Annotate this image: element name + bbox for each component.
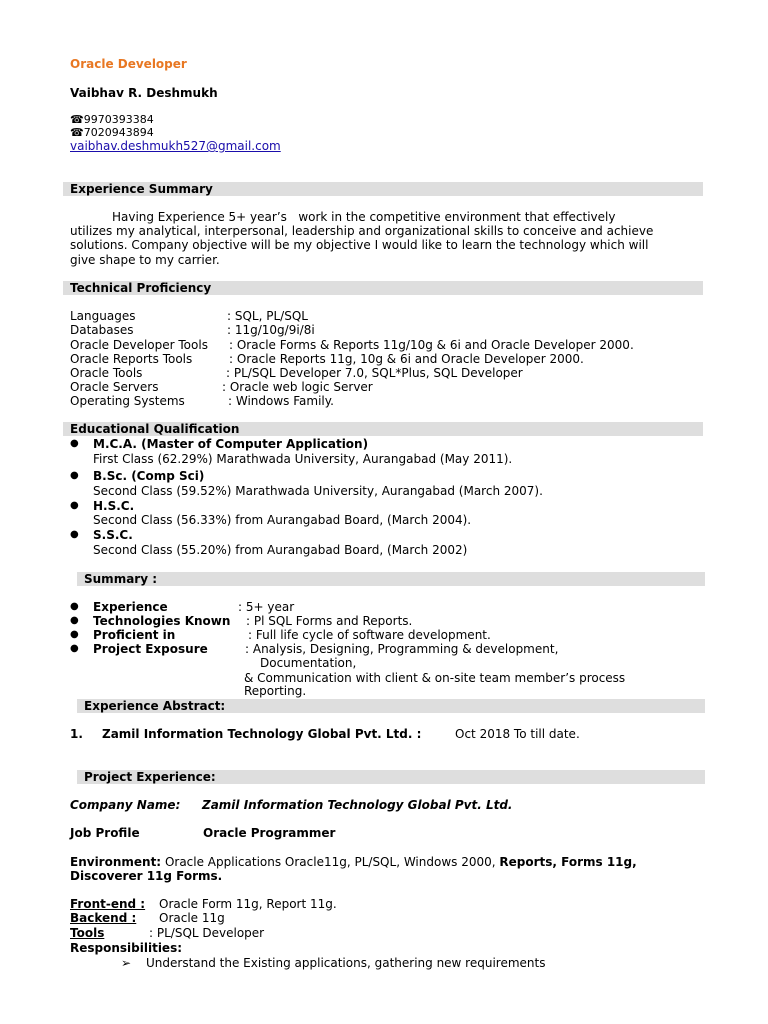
responsibilities-label: Responsibilities: bbox=[70, 941, 183, 955]
summary-exposure-cont-3: Reporting. bbox=[244, 684, 307, 698]
summary-value-technologies: : Pl SQL Forms and Reports. bbox=[246, 614, 413, 628]
phone-2: ☎7020943894 bbox=[70, 126, 154, 139]
edu-degree-ssc: S.S.C. bbox=[93, 528, 133, 542]
candidate-name: Vaibhav R. Deshmukh bbox=[70, 86, 218, 100]
tech-value-languages: : SQL, PL/SQL bbox=[227, 309, 308, 323]
tech-value-dev-tools: : Oracle Forms & Reports 11g/10g & 6i and Oracle Developer 2000. bbox=[229, 338, 634, 352]
backend-value: Oracle 11g bbox=[159, 911, 225, 925]
tech-label-os: Operating Systems bbox=[70, 394, 185, 408]
project-heading: Project Experience: bbox=[84, 770, 216, 784]
frontend-value: Oracle Form 11g, Report 11g. bbox=[159, 897, 337, 911]
summary-line-2: utilizes my analytical, interpersonal, leadership and organizational skills to conceive and achieve bbox=[70, 224, 654, 238]
summary-exposure-cont-1: Documentation, bbox=[260, 656, 357, 670]
summary-line-4: give shape to my carrier. bbox=[70, 253, 220, 267]
tools-label: Tools bbox=[70, 926, 105, 940]
phone-1: ☎9970393384 bbox=[70, 113, 154, 126]
environment-label: Environment: bbox=[70, 855, 162, 869]
tech-value-oracle-tools: : PL/SQL Developer 7.0, SQL*Plus, SQL Developer bbox=[226, 366, 523, 380]
job-profile-label: Job Profile bbox=[70, 826, 140, 840]
summary-line-3: solutions. Company objective will be my objective I would like to learn the technology which will bbox=[70, 238, 649, 252]
resume-title: Oracle Developer bbox=[70, 57, 187, 71]
tech-label-databases: Databases bbox=[70, 323, 134, 337]
bullet-icon: ● bbox=[70, 438, 79, 449]
summary-exposure-cont-2: & Communication with client & on-site team member’s process bbox=[244, 671, 626, 685]
company-name-label: Company Name: bbox=[70, 798, 181, 812]
abstract-heading: Experience Abstract: bbox=[84, 699, 226, 713]
tech-label-reports-tools: Oracle Reports Tools bbox=[70, 352, 193, 366]
job-profile-value: Oracle Programmer bbox=[203, 826, 336, 840]
summary-value-experience: : 5+ year bbox=[238, 600, 295, 614]
summary-label-technologies: Technologies Known bbox=[93, 614, 231, 628]
company-name-value: Zamil Information Technology Global Pvt. Ltd. bbox=[202, 798, 513, 812]
edu-degree-bsc: B.Sc. (Comp Sci) bbox=[93, 469, 205, 483]
summary-heading-bar bbox=[77, 572, 705, 586]
tech-value-reports-tools: : Oracle Reports 11g, 10g & 6i and Oracle Developer 2000. bbox=[229, 352, 584, 366]
tech-value-databases: : 11g/10g/9i/8i bbox=[227, 323, 315, 337]
tech-value-os: : Windows Family. bbox=[228, 394, 334, 408]
environment-line-1 bbox=[70, 855, 637, 869]
backend-label: Backend : bbox=[70, 911, 137, 925]
edu-degree-mca: M.C.A. (Master of Computer Application) bbox=[93, 437, 369, 451]
edu-detail-mca: First Class (62.29%) Marathwada University, Aurangabad (May 2011). bbox=[93, 452, 513, 466]
abstract-heading-bar bbox=[77, 699, 705, 713]
abstract-company: Zamil Information Technology Global Pvt. Ltd. : bbox=[102, 727, 422, 741]
experience-summary-heading-bar bbox=[63, 182, 703, 196]
edu-degree-hsc: H.S.C. bbox=[93, 499, 135, 513]
edu-detail-hsc: Second Class (56.33%) from Aurangabad Board, (March 2004). bbox=[93, 513, 472, 527]
environment-value: Oracle Applications Oracle11g, PL/SQL, Windows 2000, bbox=[164, 855, 496, 869]
responsibility-item: Understand the Existing applications, gathering new requirements bbox=[146, 956, 546, 970]
bullet-icon: ● bbox=[70, 500, 79, 511]
bullet-icon: ● bbox=[70, 643, 79, 654]
experience-summary-heading: Experience Summary bbox=[70, 182, 213, 196]
bullet-icon: ● bbox=[70, 615, 79, 626]
bullet-icon: ● bbox=[70, 629, 79, 640]
edu-detail-bsc: Second Class (59.52%) Marathwada University, Aurangabad (March 2007). bbox=[93, 484, 543, 498]
summary-label-proficient: Proficient in bbox=[93, 628, 176, 642]
environment-bold-value: Reports, Forms 11g, bbox=[499, 855, 637, 869]
summary-label-exposure: Project Exposure bbox=[93, 642, 208, 656]
bullet-icon: ● bbox=[70, 601, 79, 612]
education-heading: Educational Qualification bbox=[70, 422, 240, 436]
abstract-number: 1. bbox=[70, 727, 83, 741]
tech-label-servers: Oracle Servers bbox=[70, 380, 159, 394]
summary-line-1: Having Experience 5+ year’s work in the competitive environment that effectively bbox=[70, 210, 616, 224]
frontend-label: Front-end : bbox=[70, 897, 146, 911]
technical-heading-bar bbox=[63, 281, 703, 295]
bullet-icon: ● bbox=[70, 470, 79, 481]
bullet-icon: ● bbox=[70, 529, 79, 540]
tech-label-languages: Languages bbox=[70, 309, 136, 323]
edu-detail-ssc: Second Class (55.20%) from Aurangabad Board, (March 2002) bbox=[93, 543, 468, 557]
summary-heading: Summary : bbox=[84, 572, 158, 586]
environment-line-2: Discoverer 11g Forms. bbox=[70, 869, 223, 883]
education-heading-bar bbox=[63, 422, 703, 436]
arrow-bullet-icon: ➢ bbox=[121, 956, 132, 970]
email-link[interactable]: vaibhav.deshmukh527@gmail.com bbox=[70, 139, 281, 153]
summary-value-proficient: : Full life cycle of software development. bbox=[248, 628, 491, 642]
tech-label-oracle-tools: Oracle Tools bbox=[70, 366, 143, 380]
abstract-period: Oct 2018 To till date. bbox=[455, 727, 580, 741]
technical-heading: Technical Proficiency bbox=[70, 281, 212, 295]
summary-value-exposure: : Analysis, Designing, Programming & development, bbox=[245, 642, 559, 656]
tech-value-servers: : Oracle web logic Server bbox=[222, 380, 373, 394]
tech-label-dev-tools: Oracle Developer Tools bbox=[70, 338, 208, 352]
tools-value: : PL/SQL Developer bbox=[149, 926, 265, 940]
summary-label-experience: Experience bbox=[93, 600, 168, 614]
project-heading-bar bbox=[77, 770, 705, 784]
